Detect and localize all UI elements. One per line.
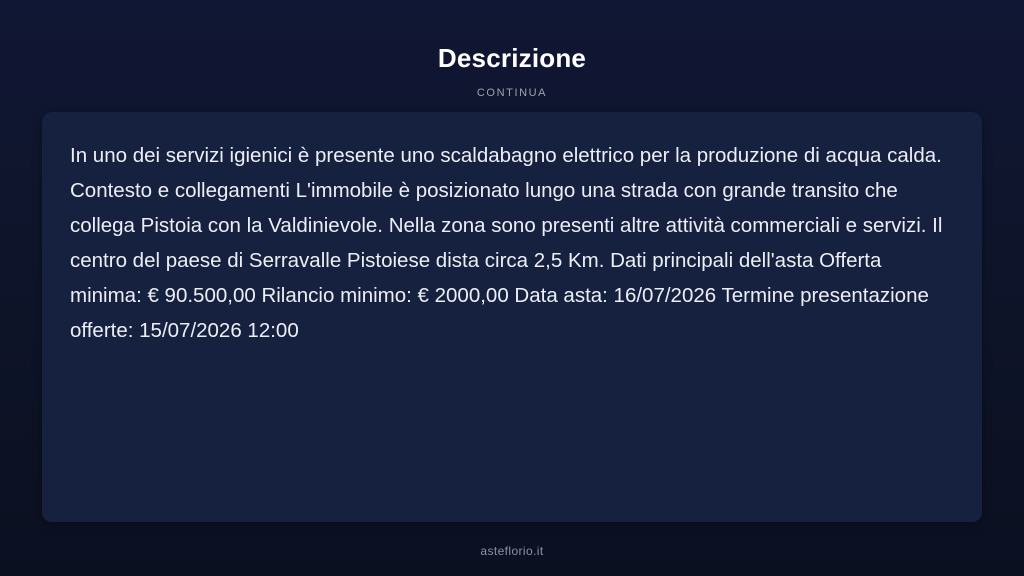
continue-label: CONTINUA bbox=[476, 86, 548, 99]
page-footer bbox=[0, 542, 1024, 560]
page-title: Descrizione bbox=[437, 43, 587, 73]
description-card bbox=[42, 112, 982, 522]
description-body: In uno dei servizi igienici è presente uno scaldabagno elettrico per la produzione di acqua calda. Contesto e collegamenti L'immobile è posizionato lungo una strada con grande transito che collega Pistoia con la Valdinievole. Nella zona sono presenti altre attività commerciali e servizi. Il centro del paese di Serravalle Pistoiese dista circa 2,5 Km. Dati principali dell'asta Offerta minima: € 90.500,00 Rilancio minimo: € 2000,00 Data asta: 16/07/2026 Termine presentazione offerte: 15/07/2026 12:00 bbox=[70, 144, 943, 342]
page-header bbox=[0, 0, 1024, 99]
site-name: asteflorio.it bbox=[480, 544, 544, 558]
